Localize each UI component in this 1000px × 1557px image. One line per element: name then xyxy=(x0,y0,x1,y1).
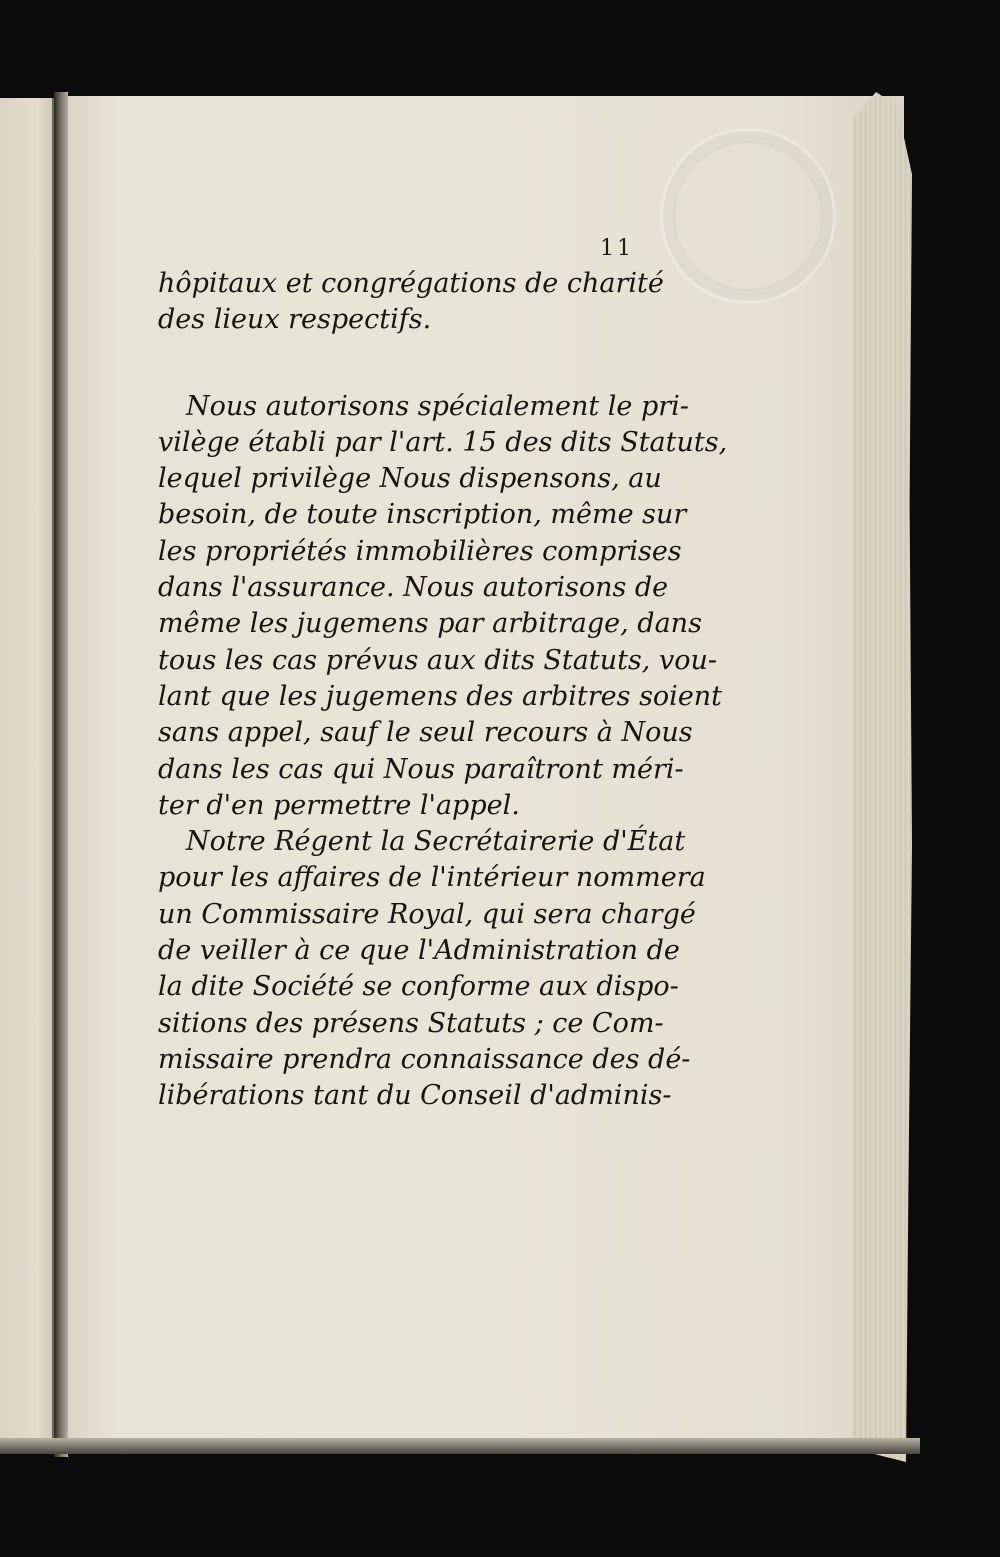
gutter-shadow xyxy=(54,92,68,1457)
paragraph-2 xyxy=(158,389,728,825)
text-line: hôpitaux et congrégations de charité xyxy=(158,268,664,299)
body-text xyxy=(158,266,728,1115)
text-line: sitions des présens Statuts ; ce Com- xyxy=(158,1007,664,1039)
text-line: Notre Régent la Secrétairerie d'État xyxy=(186,826,686,858)
text-line: vilège établi par l'art. 15 des dits Statuts, xyxy=(158,426,728,458)
text-line: les propriétés immobilières comprises xyxy=(158,535,682,567)
text-line: missaire prendra connaissance des dé- xyxy=(158,1043,691,1075)
text-line: besoin, de toute inscription, même sur xyxy=(158,499,687,531)
text-line: pour les affaires de l'intérieur nommera xyxy=(158,862,706,894)
text-line: tous les cas prévus aux dits Statuts, vou- xyxy=(158,644,717,676)
page-edge-stack xyxy=(852,92,912,1462)
text-line: même les jugemens par arbitrage, dans xyxy=(158,608,702,640)
text-line: dans les cas qui Nous paraîtront méri- xyxy=(158,753,684,785)
bottom-shadow xyxy=(0,1438,920,1454)
page-number: 11 xyxy=(600,236,634,261)
left-page-edge xyxy=(0,98,54,1452)
paragraph-1 xyxy=(158,266,664,339)
text-line: un Commissaire Royal, qui sera chargé xyxy=(158,898,696,930)
text-line: la dite Société se conforme aux dispo- xyxy=(158,971,679,1003)
text-line: Nous autorisons spécialement le pri- xyxy=(186,390,689,422)
text-line: lant que les jugemens des arbitres soient xyxy=(158,680,723,712)
text-line: libérations tant du Conseil d'adminis- xyxy=(158,1080,672,1112)
text-line: de veiller à ce que l'Administration de xyxy=(158,935,680,967)
text-line: des lieux respectifs. xyxy=(158,304,432,336)
text-line: lequel privilège Nous dispensons, au xyxy=(158,463,662,495)
text-line: dans l'assurance. Nous autorisons de xyxy=(158,572,669,604)
paragraph-3 xyxy=(158,824,706,1114)
text-line: ter d'en permettre l'appel. xyxy=(158,789,520,821)
text-line: sans appel, sauf le seul recours à Nous xyxy=(158,717,693,749)
embossed-seal xyxy=(660,128,836,304)
